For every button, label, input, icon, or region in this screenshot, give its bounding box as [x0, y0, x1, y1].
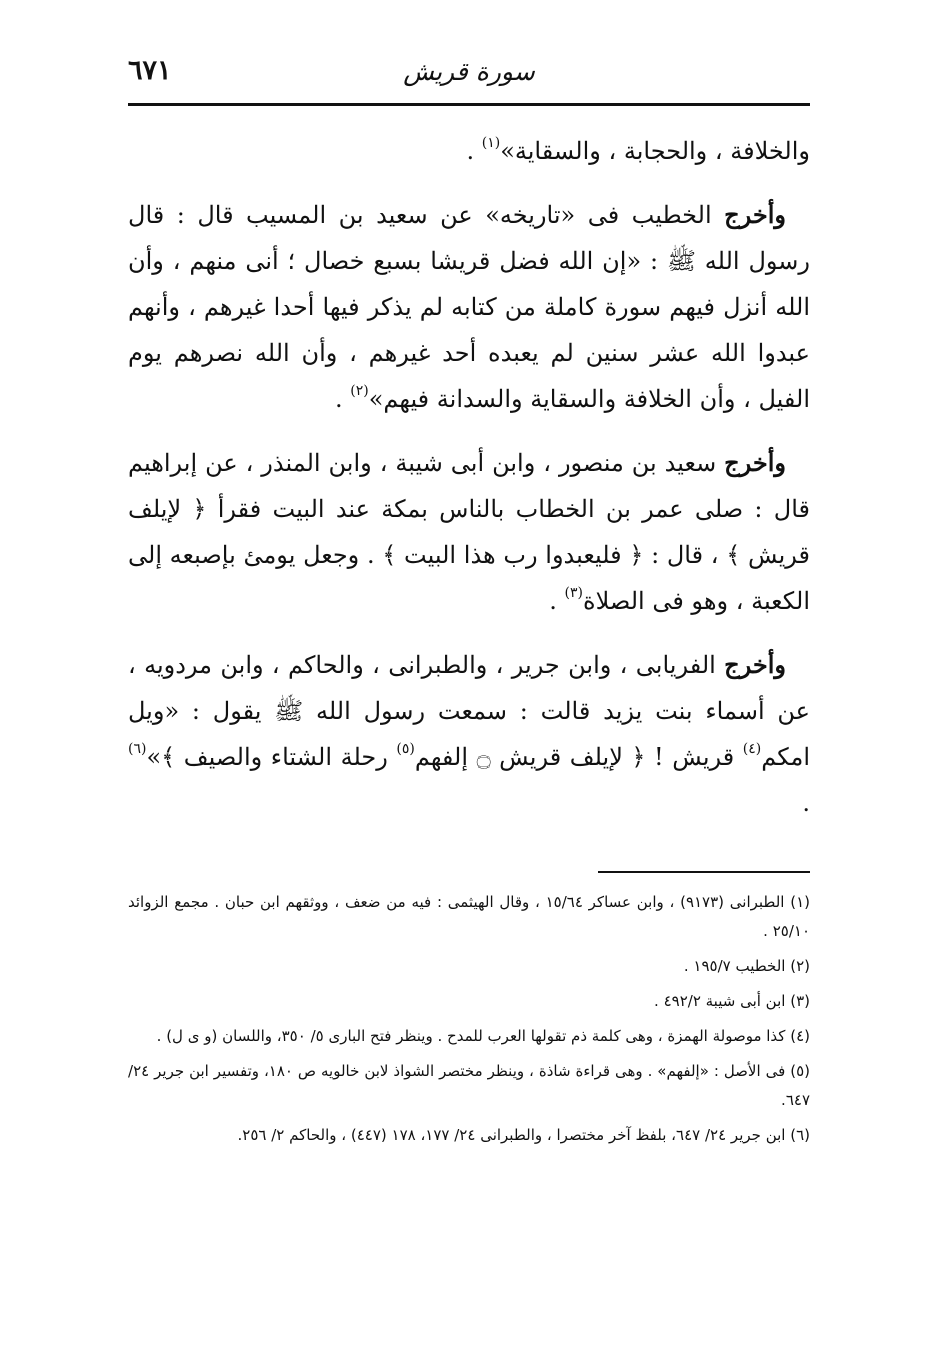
paragraph-3-end: . [549, 587, 565, 615]
footnote-5: (٥) فى الأصل : «إلفهم» . وهى قراءة شاذة ، وينظر مختصر الشواذ لابن خالويه ص ١٨٠، وتفسير ابن جرير ٢٤/ ٦٤٧. [128, 1062, 810, 1109]
footnote-6: (٦) ابن جرير ٢٤/ ٦٤٧، بلفظ آخر مختصرا ، والطبرانى ٢٤/ ١٧٧، ١٧٨ (٤٤٧) ، والحاكم ٢/ ٢٥٦. [237, 1126, 810, 1144]
paragraph-1-end: . [466, 137, 482, 165]
footnote-1: (١) الطبرانى (٩١٧٣) ، وابن عساكر ١٥/٦٤ ، وقال الهيثمى : فيه من ضعف ، ووثقهم ابن حبان . مجمع الزوائد ٢٥/١٠ . [128, 893, 810, 940]
paragraph-1 [128, 128, 810, 174]
paragraph-2-text: الخطيب فى «تاريخه» عن سعيد بن المسيب قال : قال رسول الله ﷺ : «إن الله فضل قريشا بسبع خصال ؛ أنى منهم ، وأن الله أنزل فيهم سورة كاملة من كتابه لم يذكر فيها أحدا غيرهم ، وأنهم عبدوا الله عشر سنين لم يعبده أحد غيرهم ، وأن الله نصرهم يوم الفيل ، وأن الخلافة والسقاية والسدانة فيهم» [128, 201, 810, 413]
paragraph-3 [128, 440, 810, 624]
paragraph-2 [128, 192, 810, 422]
footnote-ref-6[interactable]: (٦) [128, 741, 147, 757]
paragraph-3-lead: وأخرج [724, 448, 786, 477]
paragraph-4-end: . [802, 789, 810, 817]
footnotes [128, 888, 810, 1156]
body-text [128, 128, 810, 844]
paragraph-4-text-a: الفريابى ، وابن جرير ، والطبرانى ، والحاكم ، وابن مردويه ، عن أسماء بنت يزيد قالت : سمعت رسول الله ﷺ يقول : «ويل امكم [128, 651, 811, 771]
paragraph-4-text-b: قريش ! ﴿ لإيلف قريش ۝ إلفهم [414, 743, 743, 771]
footnote-ref-4[interactable]: (٤) [742, 741, 762, 757]
footnote-ref-5[interactable]: (٥) [396, 741, 415, 757]
footnote-separator [598, 871, 810, 873]
paragraph-2-lead: وأخرج [724, 200, 786, 229]
surah-title: سورة قريش [403, 57, 535, 86]
footnote-ref-2[interactable]: (٢) [350, 383, 369, 399]
paragraph-2-end: . [334, 385, 351, 413]
footnote-ref-1[interactable]: (١) [481, 135, 501, 151]
footnote-ref-3[interactable]: (٣) [564, 585, 583, 601]
paragraph-4-lead: وأخرج [724, 650, 786, 679]
header-rule [128, 103, 810, 106]
footnote-2: (٢) الخطيب ١٩٥/٧ . [683, 957, 810, 975]
page-header [128, 55, 810, 99]
paragraph-3-text: سعيد بن منصور ، وابن أبى شيبة ، وابن المنذر ، عن إبراهيم قال : صلى عمر بن الخطاب بالناس بمكة عند البيت فقرأ ﴿ لإيلف قريش ﴾ ، قال : ﴿ فليعبدوا رب هذا البيت ﴾ . وجعل يومئ بإصبعه إلى الكعبة ، وهو فى الصلاة [128, 449, 810, 615]
page-number: ٦٧١ [128, 55, 172, 86]
footnote-3: (٣) ابن أبى شيبة ٤٩٢/٢ . [654, 992, 810, 1010]
footnote-4: (٤) كذا موصولة الهمزة ، وهى كلمة ذم تقولها العرب للمدح . وينظر فتح البارى ٥/ ٣٥٠، واللسان (و ى ل) . [156, 1027, 810, 1045]
paragraph-4-text-c: رحلة الشتاء والصيف ﴾» [146, 743, 397, 771]
paragraph-1-text: والخلافة ، والحجابة ، والسقاية» [500, 137, 810, 165]
paragraph-4 [128, 642, 810, 826]
